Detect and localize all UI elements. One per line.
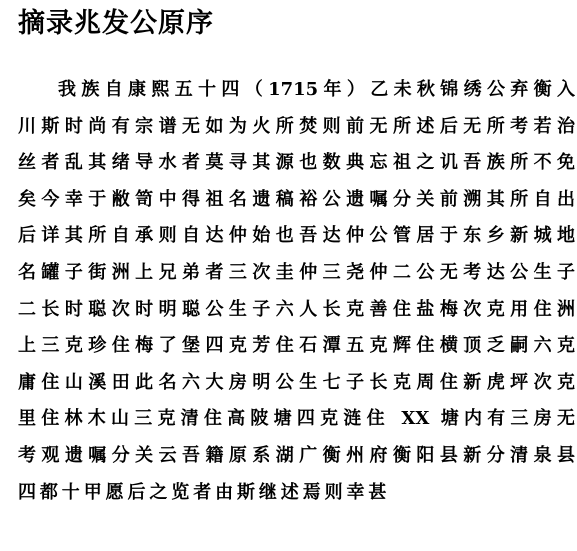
text-line: 名罐子街洲上兄弟者三次圭仲三尧仲二公无考达公生子 — [18, 261, 575, 283]
text-line: 庸住山溪田此名六大房明公生七子长克周住新虎坪次克 — [18, 371, 575, 393]
document-title: 摘录兆发公原序 — [18, 8, 214, 39]
text-line-last: 四都十甲愿后之览者由斯继述焉则幸甚 — [18, 481, 391, 503]
text-line: 后详其所自承则自达仲始也吾达仲公管居于东乡新城地 — [18, 225, 575, 247]
text-line: 上三克珍住梅了堡四克芳住石潭五克辉住横顶乏嗣六克 — [18, 335, 575, 357]
text-line: 矣今幸于敝笥中得祖名遗稿裕公遗嘱分关前溯其所自出 — [18, 188, 575, 210]
text-line: 二长时聪次时明聪公生子六人长克善住盐梅次克用住洲 — [18, 298, 575, 320]
text-line: 考观遗嘱分关云吾籍原系湖广衡州府衡阳县新分清泉县 — [18, 444, 575, 466]
text-line: 丝者乱其绪导水者莫寻其源也数典忘祖之讥吾族所不免 — [18, 152, 575, 174]
document-body — [18, 72, 575, 511]
text-line: 我族自康熙五十四（1715年）乙未秋锦绣公弃衡入 — [58, 79, 575, 100]
text-line: 里住林木山三克清住高陂塘四克涟住 XX 塘内有三房无 — [18, 408, 575, 430]
text-line: 川斯时尚有宗谱无如为火所焚则前无所述后无所考若治 — [18, 115, 575, 137]
